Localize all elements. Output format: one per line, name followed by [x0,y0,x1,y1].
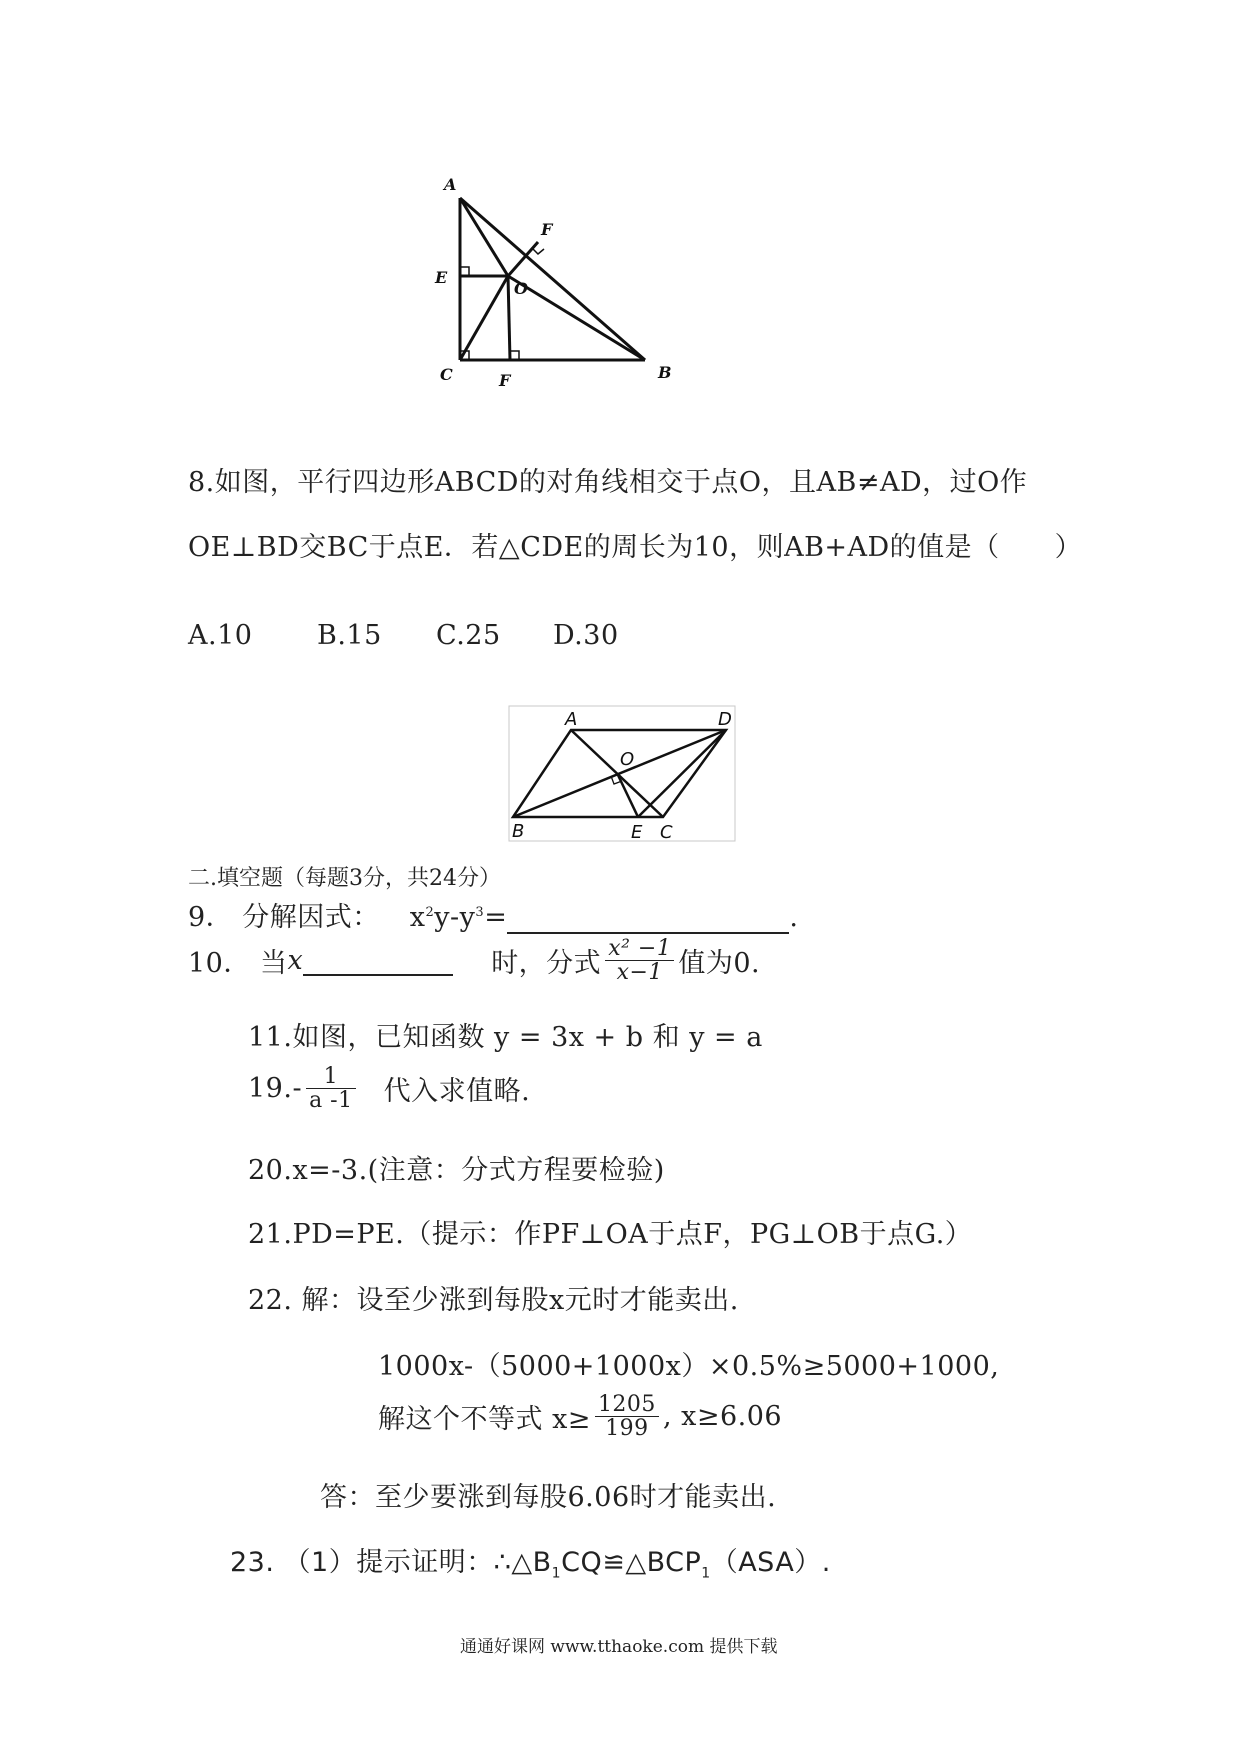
q11: 11.如图，已知函数 y = 3x + b 和 y = a [248,1022,763,1053]
q23 [230,1540,831,1581]
q22-line1: 22. 解：设至少涨到每股x元时才能卖出. [248,1285,739,1316]
label-a: A [444,175,457,194]
triangle-figure [435,160,760,390]
segment-ao [460,198,508,276]
q21: 21.PD=PE.（提示：作PF⊥OA于点F，PG⊥OB于点G.） [248,1219,973,1250]
q9-y: y-y [434,902,476,933]
side-ab [460,198,645,360]
q10 [188,937,760,984]
q22-line2: 1000x-（5000+1000x）×0.5%≥5000+1000, [378,1351,1000,1382]
q22-fraction [595,1393,659,1440]
q8-option-d: D.30 [553,620,619,651]
label-f-upper: F [541,220,553,239]
q19-fraction [306,1065,356,1112]
q8-line2: OE⊥BD交BC于点E．若△CDE的周长为10，则AB+AD的值是（ ） [188,532,1083,563]
q19-suffix: 代入求值略. [383,1076,531,1108]
q23-mid: CQ≌△BCP [561,1547,702,1578]
label-c: C [440,365,453,384]
section-title: 二.填空题（每题3分，共24分） [188,866,501,891]
q9-eq: = [484,902,508,933]
q19-denominator: a -1 [309,1088,353,1114]
q9-x: x [409,902,426,933]
parallelogram-figure [508,705,738,845]
label-o: O [620,749,635,770]
q22-line3-suffix: , x≥6.06 [662,1401,783,1433]
q9-end: . [789,902,799,933]
q8-option-a: A.10 [188,620,253,651]
label-b: B [512,821,525,842]
q8-option-b: B.15 [317,620,382,651]
segment-co [460,276,508,360]
q10-fraction [605,937,674,984]
q10-var: x [287,945,304,977]
q9-exp3: 3 [475,905,485,920]
segment-de [638,730,726,817]
label-e: E [631,822,643,843]
q23-suffix: （ASA）. [710,1547,831,1578]
q10-suffix: 值为0. [678,948,761,980]
q9-prefix: 9． 分解因式： [188,902,380,933]
q23-prefix: 23. （1）提示证明：∴△B [230,1547,552,1578]
q22-denominator: 199 [605,1416,649,1442]
q22-line4: 答：至少要涨到每股6.06时才能卖出. [320,1482,777,1513]
q9-answer-blank[interactable] [507,902,789,934]
right-angle-f-ab [532,248,544,254]
q9-exp2: 2 [425,905,435,920]
q10-mid: 时，分式 [491,948,602,980]
q19-numerator: 1 [306,1065,356,1089]
q22-line3 [378,1393,782,1440]
q19-prefix: 19.- [248,1073,303,1105]
label-e: E [435,268,448,287]
q22-line3-prefix: 解这个不等式 x≥ [378,1404,591,1436]
segment-ob [508,276,645,360]
q23-sub1: 1 [551,1565,562,1582]
segment-of-ab [508,242,538,276]
segment-of [508,276,510,360]
label-a: A [565,709,578,730]
q8-option-c: C.25 [436,620,501,651]
q22-numerator: 1205 [595,1393,659,1417]
label-c: C [660,822,673,843]
q8-line1: 8.如图，平行四边形ABCD的对角线相交于点O，且AB≠AD，过O作 [188,467,1028,498]
segment-oe [617,773,638,817]
q10-denominator: x−1 [616,960,663,986]
q9 [188,895,798,934]
q20: 20.x=-3.(注意：分式方程要检验) [248,1155,665,1186]
q10-answer-blank[interactable] [303,946,453,976]
q23-sub2: 1 [701,1565,711,1582]
q10-prefix: 10． 当 [188,948,288,980]
q19 [248,1065,530,1112]
label-d: D [718,709,732,730]
label-f-lower: F [499,371,511,390]
label-o: O [514,279,528,298]
footer-text: 通通好课网 www.tthaoke.com 提供下载 [460,1637,778,1657]
q10-numerator: x² −1 [605,937,674,961]
label-b: B [658,363,672,382]
